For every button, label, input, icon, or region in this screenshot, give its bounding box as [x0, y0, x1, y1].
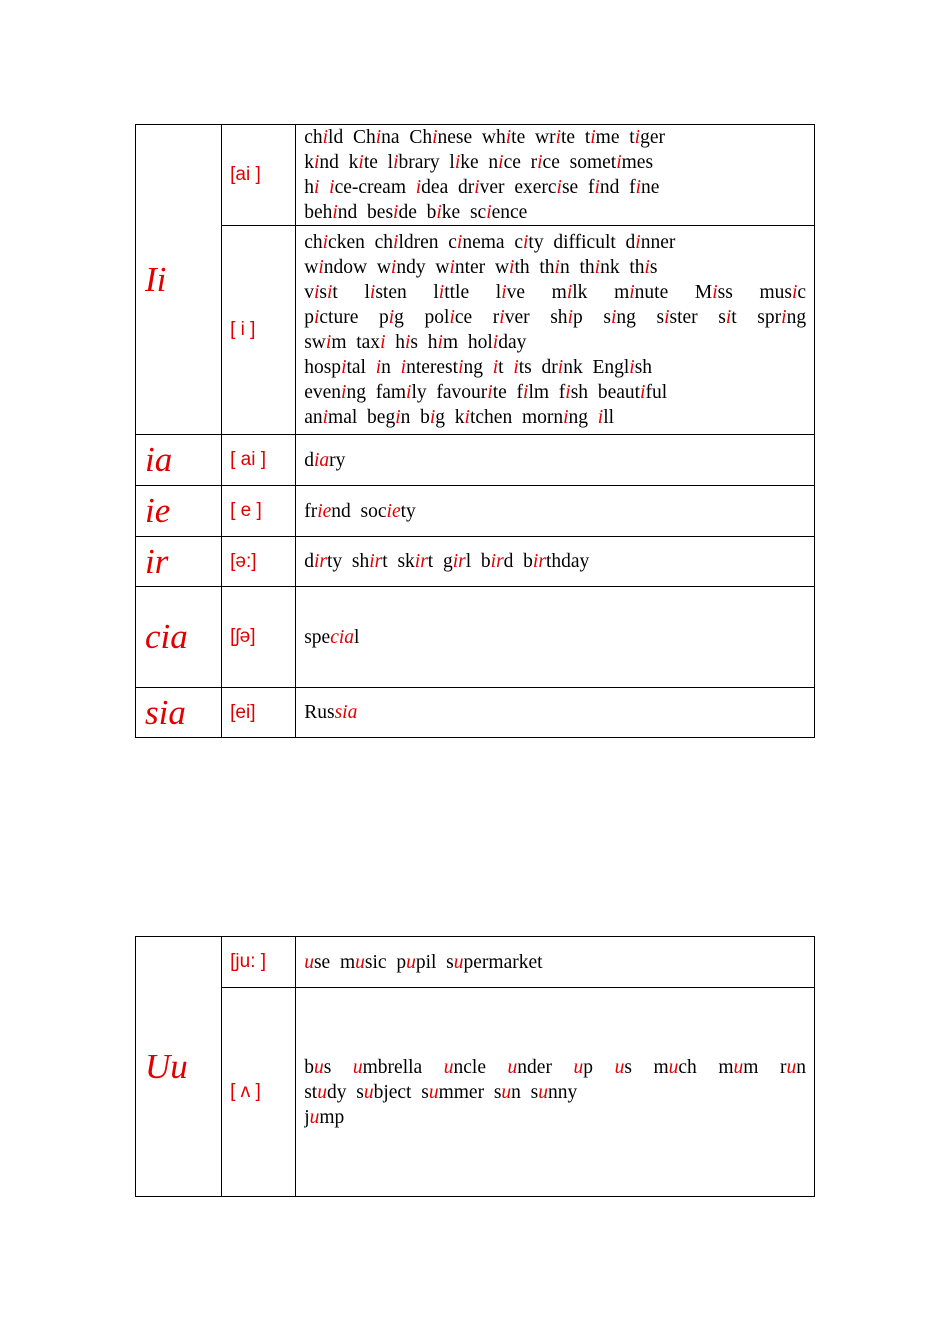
highlighted-letters: u [406, 951, 416, 973]
words-cia [296, 587, 815, 688]
highlighted-letters: i [454, 152, 461, 173]
highlighted-letters: i [375, 127, 382, 148]
letter-cell-ir: ir [136, 537, 222, 587]
letter-cell-ia: ia [136, 435, 222, 486]
word: river [492, 307, 530, 328]
word: with [494, 257, 530, 278]
word: China [352, 127, 400, 148]
word: bird [480, 551, 514, 572]
highlighted-letters: u [733, 1056, 744, 1078]
highlighted-letters: i [781, 307, 787, 328]
highlighted-letters: u [428, 1081, 439, 1103]
highlighted-letters: i [635, 177, 642, 198]
highlighted-letters: i [436, 202, 442, 223]
word: his [395, 332, 418, 353]
ipa-sia: [ei] [222, 688, 296, 738]
highlighted-letters: i [513, 357, 519, 378]
ipa-short-u: [ ʌ ] [222, 988, 296, 1197]
word: live [495, 282, 526, 303]
ipa-ir: [ə:] [222, 537, 296, 587]
word: minute [614, 282, 669, 303]
word: exercise [514, 177, 579, 198]
highlighted-letters: i [509, 257, 515, 278]
ipa-cia: [ʃə] [222, 587, 296, 688]
word: evening [304, 382, 366, 403]
word-line [304, 255, 806, 280]
highlighted-letters: i [456, 232, 463, 253]
highlighted-letters: i [556, 177, 562, 198]
highlighted-letters: u [538, 1081, 548, 1103]
highlighted-letters: i [358, 152, 364, 173]
highlighted-letters: ir [452, 551, 466, 572]
ipa-ju: [ju: ] [222, 937, 296, 988]
highlighted-letters: i [712, 282, 718, 303]
word: in [375, 357, 391, 378]
highlighted-letters: ir [490, 551, 504, 572]
word: milk [551, 282, 588, 303]
letter-cell-u: Uu [136, 937, 222, 1197]
highlighted-letters: i [590, 127, 596, 148]
word: children [374, 232, 439, 253]
word-line [304, 405, 806, 430]
word: film [516, 382, 550, 403]
letter-cell-sia: sia [136, 688, 222, 738]
highlighted-letters: i [404, 332, 411, 353]
highlighted-letters: sia [334, 702, 358, 723]
word: child [304, 127, 344, 148]
highlighted-letters: i [458, 357, 464, 378]
word: little [433, 282, 470, 303]
word: sunny [530, 1081, 578, 1103]
word: beside [367, 202, 417, 223]
word: music [339, 951, 387, 973]
highlighted-letters: ir [532, 551, 546, 572]
highlighted-letters: i [499, 307, 505, 328]
word: English [592, 357, 653, 378]
words-short-i [296, 226, 815, 435]
word: holiday [467, 332, 527, 353]
highlighted-letters: i [594, 177, 600, 198]
word-line [304, 150, 806, 175]
highlighted-letters: i [537, 152, 543, 173]
highlighted-letters: u [363, 1081, 374, 1103]
words-ie [296, 486, 815, 537]
word-line [304, 700, 806, 725]
highlighted-letters: i [725, 307, 732, 328]
highlighted-letters: i [566, 282, 573, 303]
word: pupil [396, 951, 437, 973]
highlighted-letters: u [507, 1056, 518, 1078]
highlighted-letters: i [437, 332, 443, 353]
highlighted-letters: i [492, 357, 499, 378]
letter-cell-cia: cia [136, 587, 222, 688]
highlighted-letters: i [438, 282, 445, 303]
word: picture [304, 307, 359, 328]
word: summer [421, 1081, 485, 1103]
highlighted-letters: i [332, 202, 338, 223]
word: birthday [523, 551, 590, 572]
highlighted-letters: i [792, 282, 798, 303]
highlighted-letters: i [393, 232, 399, 253]
word: sister [656, 307, 698, 328]
word: Russia [304, 702, 358, 723]
highlighted-letters: u [668, 1056, 679, 1078]
word-line [304, 125, 806, 150]
word: shirt [351, 551, 388, 572]
word: winter [435, 257, 486, 278]
highlighted-letters: i [498, 152, 504, 173]
word: skirt [397, 551, 434, 572]
highlighted-letters: i [594, 257, 601, 278]
word-line [304, 355, 806, 380]
word: much [653, 1056, 697, 1078]
highlighted-letters: u [453, 951, 464, 973]
highlighted-letters: i [325, 332, 332, 353]
highlighted-letters: u [355, 951, 365, 973]
highlighted-letters: u [501, 1081, 512, 1103]
ipa-ia: [ ai ] [222, 435, 296, 486]
word: city [514, 232, 544, 253]
letter-cell-i: Ii [136, 125, 222, 435]
word: sometimes [569, 152, 654, 173]
word: swim [304, 332, 347, 353]
highlighted-letters: u [304, 951, 314, 973]
word: window [304, 257, 368, 278]
word-line [304, 200, 806, 225]
words-ia [296, 435, 815, 486]
highlighted-letters: u [317, 1081, 327, 1103]
word: dinner [625, 232, 676, 253]
word: bus [304, 1056, 332, 1078]
word: science [469, 202, 528, 223]
highlighted-letters: i [505, 127, 512, 148]
word: uncle [443, 1056, 486, 1078]
word: morning [521, 407, 589, 428]
word: listen [364, 282, 407, 303]
word: girl [442, 551, 472, 572]
highlighted-letters: i [486, 202, 492, 223]
word: use [304, 951, 331, 973]
highlighted-letters: i [644, 257, 650, 278]
word: study [304, 1081, 347, 1103]
word: visit [304, 282, 338, 303]
word-line [304, 1080, 806, 1105]
highlighted-letters: i [464, 407, 470, 428]
highlighted-letters: i [313, 307, 320, 328]
highlighted-letters: u [309, 1106, 320, 1128]
highlighted-letters: ir [414, 551, 428, 572]
word: music [759, 282, 806, 303]
word: difficult [553, 232, 616, 253]
highlighted-letters: ie [386, 500, 401, 522]
word: kind [304, 152, 339, 173]
word: sing [603, 307, 636, 328]
word: it [492, 357, 504, 378]
word: under [507, 1056, 552, 1078]
word: hi [304, 177, 320, 198]
word: ice-cream [329, 177, 406, 198]
highlighted-letters: i [329, 177, 335, 198]
highlighted-letters: u [573, 1056, 584, 1078]
word-line [304, 1055, 806, 1080]
highlighted-letters: i [326, 282, 333, 303]
highlighted-letters: i [501, 282, 507, 303]
highlighted-letters: u [443, 1056, 454, 1078]
highlighted-letters: u [614, 1056, 625, 1078]
highlighted-letters: i [322, 232, 329, 253]
word: family [375, 382, 427, 403]
word-line [304, 950, 806, 975]
letter-cell-ie: ie [136, 486, 222, 537]
word: drink [541, 357, 583, 378]
word: jump [304, 1106, 345, 1128]
highlighted-letters: i [492, 332, 499, 353]
highlighted-letters: i [341, 357, 347, 378]
word: nice [488, 152, 521, 173]
highlighted-letters: i [555, 127, 561, 148]
word: us [614, 1056, 632, 1078]
highlighted-letters: u [352, 1056, 363, 1078]
word: umbrella [352, 1056, 423, 1078]
word-line [304, 175, 806, 200]
word-line [304, 305, 806, 330]
word: sit [718, 307, 737, 328]
words-ai [296, 125, 815, 226]
word: find [587, 177, 620, 198]
highlighted-letters: i [341, 382, 347, 403]
word: pig [378, 307, 404, 328]
highlighted-letters: i [634, 127, 641, 148]
words-ju [296, 937, 815, 988]
highlighted-letters: ia [313, 449, 330, 471]
word: rice [530, 152, 560, 173]
word-line [304, 1105, 806, 1130]
word: fish [558, 382, 589, 403]
word: animal [304, 407, 358, 428]
word: favourite [436, 382, 507, 403]
highlighted-letters: i [487, 382, 493, 403]
highlighted-letters: u [313, 1056, 324, 1078]
words-ir [296, 537, 815, 587]
highlighted-letters: i [313, 177, 320, 198]
word: taxi [356, 332, 386, 353]
word: windy [376, 257, 426, 278]
phonics-table-u [135, 936, 815, 1197]
highlighted-letters: i [557, 357, 564, 378]
highlighted-letters: i [449, 257, 455, 278]
word: supermarket [446, 951, 543, 973]
word: kite [348, 152, 378, 173]
word: behind [304, 202, 358, 223]
word: Chinese [409, 127, 473, 148]
highlighted-letters: i [395, 407, 401, 428]
word: ill [597, 407, 615, 428]
highlighted-letters: i [400, 357, 407, 378]
highlighted-letters: i [380, 332, 386, 353]
words-sia [296, 688, 815, 738]
word: its [513, 357, 532, 378]
word: run [780, 1056, 806, 1078]
word: interesting [400, 357, 483, 378]
highlighted-letters: i [313, 282, 320, 303]
highlighted-letters: cia [330, 626, 355, 648]
word: up [573, 1056, 594, 1078]
word-line [304, 280, 806, 305]
word: begin [367, 407, 411, 428]
highlighted-letters: i [563, 407, 569, 428]
highlighted-letters: i [390, 257, 397, 278]
word: write [535, 127, 576, 148]
word: this [629, 257, 658, 278]
word-line [304, 499, 806, 524]
highlighted-letters: ir [313, 551, 327, 572]
word: ship [550, 307, 583, 328]
word: bike [426, 202, 461, 223]
word: diary [304, 449, 346, 471]
word: like [449, 152, 479, 173]
word: spring [757, 307, 806, 328]
highlighted-letters: ir [369, 551, 383, 572]
highlighted-letters: ie [317, 500, 332, 522]
ipa-ie: [ e ] [222, 486, 296, 537]
highlighted-letters: i [318, 257, 324, 278]
highlighted-letters: i [610, 307, 617, 328]
word: kitchen [454, 407, 513, 428]
ipa-short-i: [ i ] [222, 226, 296, 435]
highlighted-letters: i [567, 307, 573, 328]
highlighted-letters: i [522, 232, 529, 253]
word: mum [718, 1056, 759, 1078]
word: think [579, 257, 620, 278]
highlighted-letters: i [635, 232, 641, 253]
highlighted-letters: i [565, 382, 571, 403]
word: special [304, 626, 360, 648]
word: time [584, 127, 620, 148]
word: fine [629, 177, 660, 198]
word: idea [415, 177, 449, 198]
word: him [427, 332, 459, 353]
highlighted-letters: i [375, 357, 382, 378]
word-line [304, 549, 806, 574]
word: beautiful [597, 382, 668, 403]
word: library [387, 152, 440, 173]
word: sun [493, 1081, 521, 1103]
highlighted-letters: i [523, 382, 529, 403]
highlighted-letters: i [616, 152, 622, 173]
highlighted-letters: i [415, 177, 422, 198]
highlighted-letters: i [597, 407, 604, 428]
word: Miss [694, 282, 733, 303]
word: tiger [629, 127, 665, 148]
highlighted-letters: i [369, 282, 376, 303]
highlighted-letters: i [322, 127, 329, 148]
word-line [304, 330, 806, 355]
word: dirty [304, 551, 343, 572]
highlighted-letters: i [322, 407, 329, 428]
highlighted-letters: i [449, 307, 455, 328]
highlighted-letters: i [393, 202, 399, 223]
highlighted-letters: u [786, 1056, 797, 1078]
highlighted-letters: i [554, 257, 560, 278]
highlighted-letters: i [474, 177, 480, 198]
word-line [304, 230, 806, 255]
word: hospital [304, 357, 366, 378]
word: chicken [304, 232, 365, 253]
word-line [304, 625, 806, 650]
highlighted-letters: i [429, 407, 436, 428]
word: subject [356, 1081, 412, 1103]
highlighted-letters: i [406, 382, 412, 403]
word: thin [539, 257, 570, 278]
word: driver [457, 177, 505, 198]
word: friend [304, 500, 351, 522]
highlighted-letters: i [664, 307, 670, 328]
phonics-table-i [135, 124, 815, 738]
highlighted-letters: i [629, 357, 635, 378]
highlighted-letters: i [640, 382, 646, 403]
word-line [304, 380, 806, 405]
highlighted-letters: i [388, 307, 395, 328]
word-line [304, 448, 806, 473]
word: white [481, 127, 526, 148]
word: cinema [448, 232, 505, 253]
highlighted-letters: i [393, 152, 399, 173]
words-short-u [296, 988, 815, 1197]
word: big [420, 407, 446, 428]
ipa-ai: [ai ] [222, 125, 296, 226]
word: society [360, 500, 416, 522]
highlighted-letters: i [629, 282, 635, 303]
word: police [424, 307, 473, 328]
highlighted-letters: i [432, 127, 438, 148]
highlighted-letters: i [313, 152, 320, 173]
